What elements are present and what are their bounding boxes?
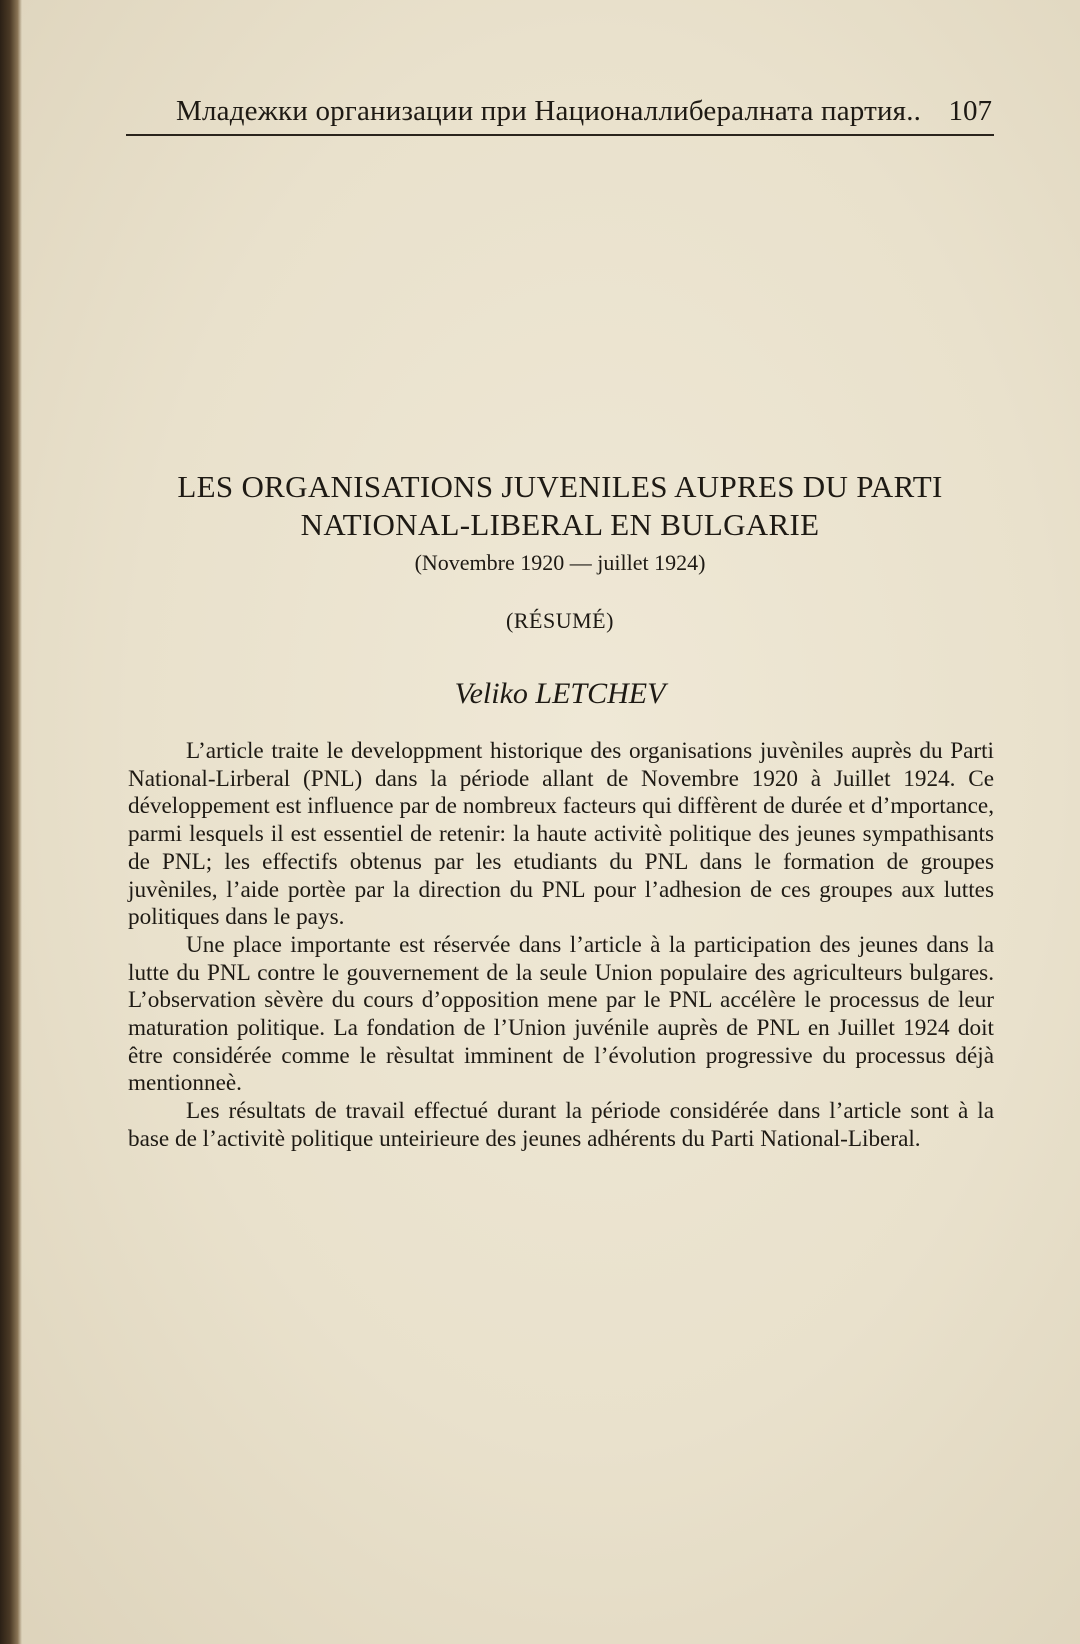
article-title-block bbox=[126, 468, 994, 578]
resume-label: (RÉSUMÉ) bbox=[506, 608, 614, 633]
article-body bbox=[128, 738, 994, 1154]
paragraph: Une place importante est réservée dans l’article à la participation des jeunes dans la lutte du PNL contre le gouvernement de la seule Union populaire des agriculteurs bulgares. L’observation sèvère du cours d’opposition mene par le PNL accélère le processus de leur maturation politique. La fondation de l’Union juvénile auprès de PNL en Juillet 1924 doit être considérée comme le rèsultat imminent de l’évolution progressive du processus déjà mentionneè. bbox=[128, 931, 994, 1097]
paragraph: L’article traite le developpment historique des organisations juvèniles auprès du Parti National-Lirberal (PNL) dans la période allant de Novembre 1920 à Juillet 1924. Ce développement est influence par de nombreux facteurs qui diffèrent de durée et d’mportance, parmi lesquels il est essentiel de retenir: la haute activitè politique des jeunes sympathisants de PNL; les effectifs obtenus par les etudiants du PNL dans le formation de groupes juvèniles, l’aide portèe par la direction du PNL pour l’adhesion de ces groupes aux luttes politiques dans le pays. bbox=[128, 738, 994, 931]
article-title-line-1: LES ORGANISATIONS JUVENILES AUPRES DU PARTI bbox=[177, 469, 943, 504]
running-header bbox=[126, 94, 994, 136]
article-dates: (Novembre 1920 — juillet 1924) bbox=[414, 550, 706, 575]
running-title: Младежки организации при Националлибералната партия.. bbox=[176, 95, 922, 127]
paragraph: Les résultats de travail effectué durant la période considérée dans l’article sont à la base de l’activitè politique unteirieure des jeunes adhérents du Parti National-Liberal. bbox=[128, 1098, 994, 1152]
page-number: 107 bbox=[948, 95, 992, 127]
author-name: Veliko LETCHEV bbox=[454, 677, 666, 710]
book-spine-shadow bbox=[0, 0, 22, 1644]
article-title-line-2: NATIONAL-LIBERAL EN BULGARIE bbox=[300, 507, 820, 542]
